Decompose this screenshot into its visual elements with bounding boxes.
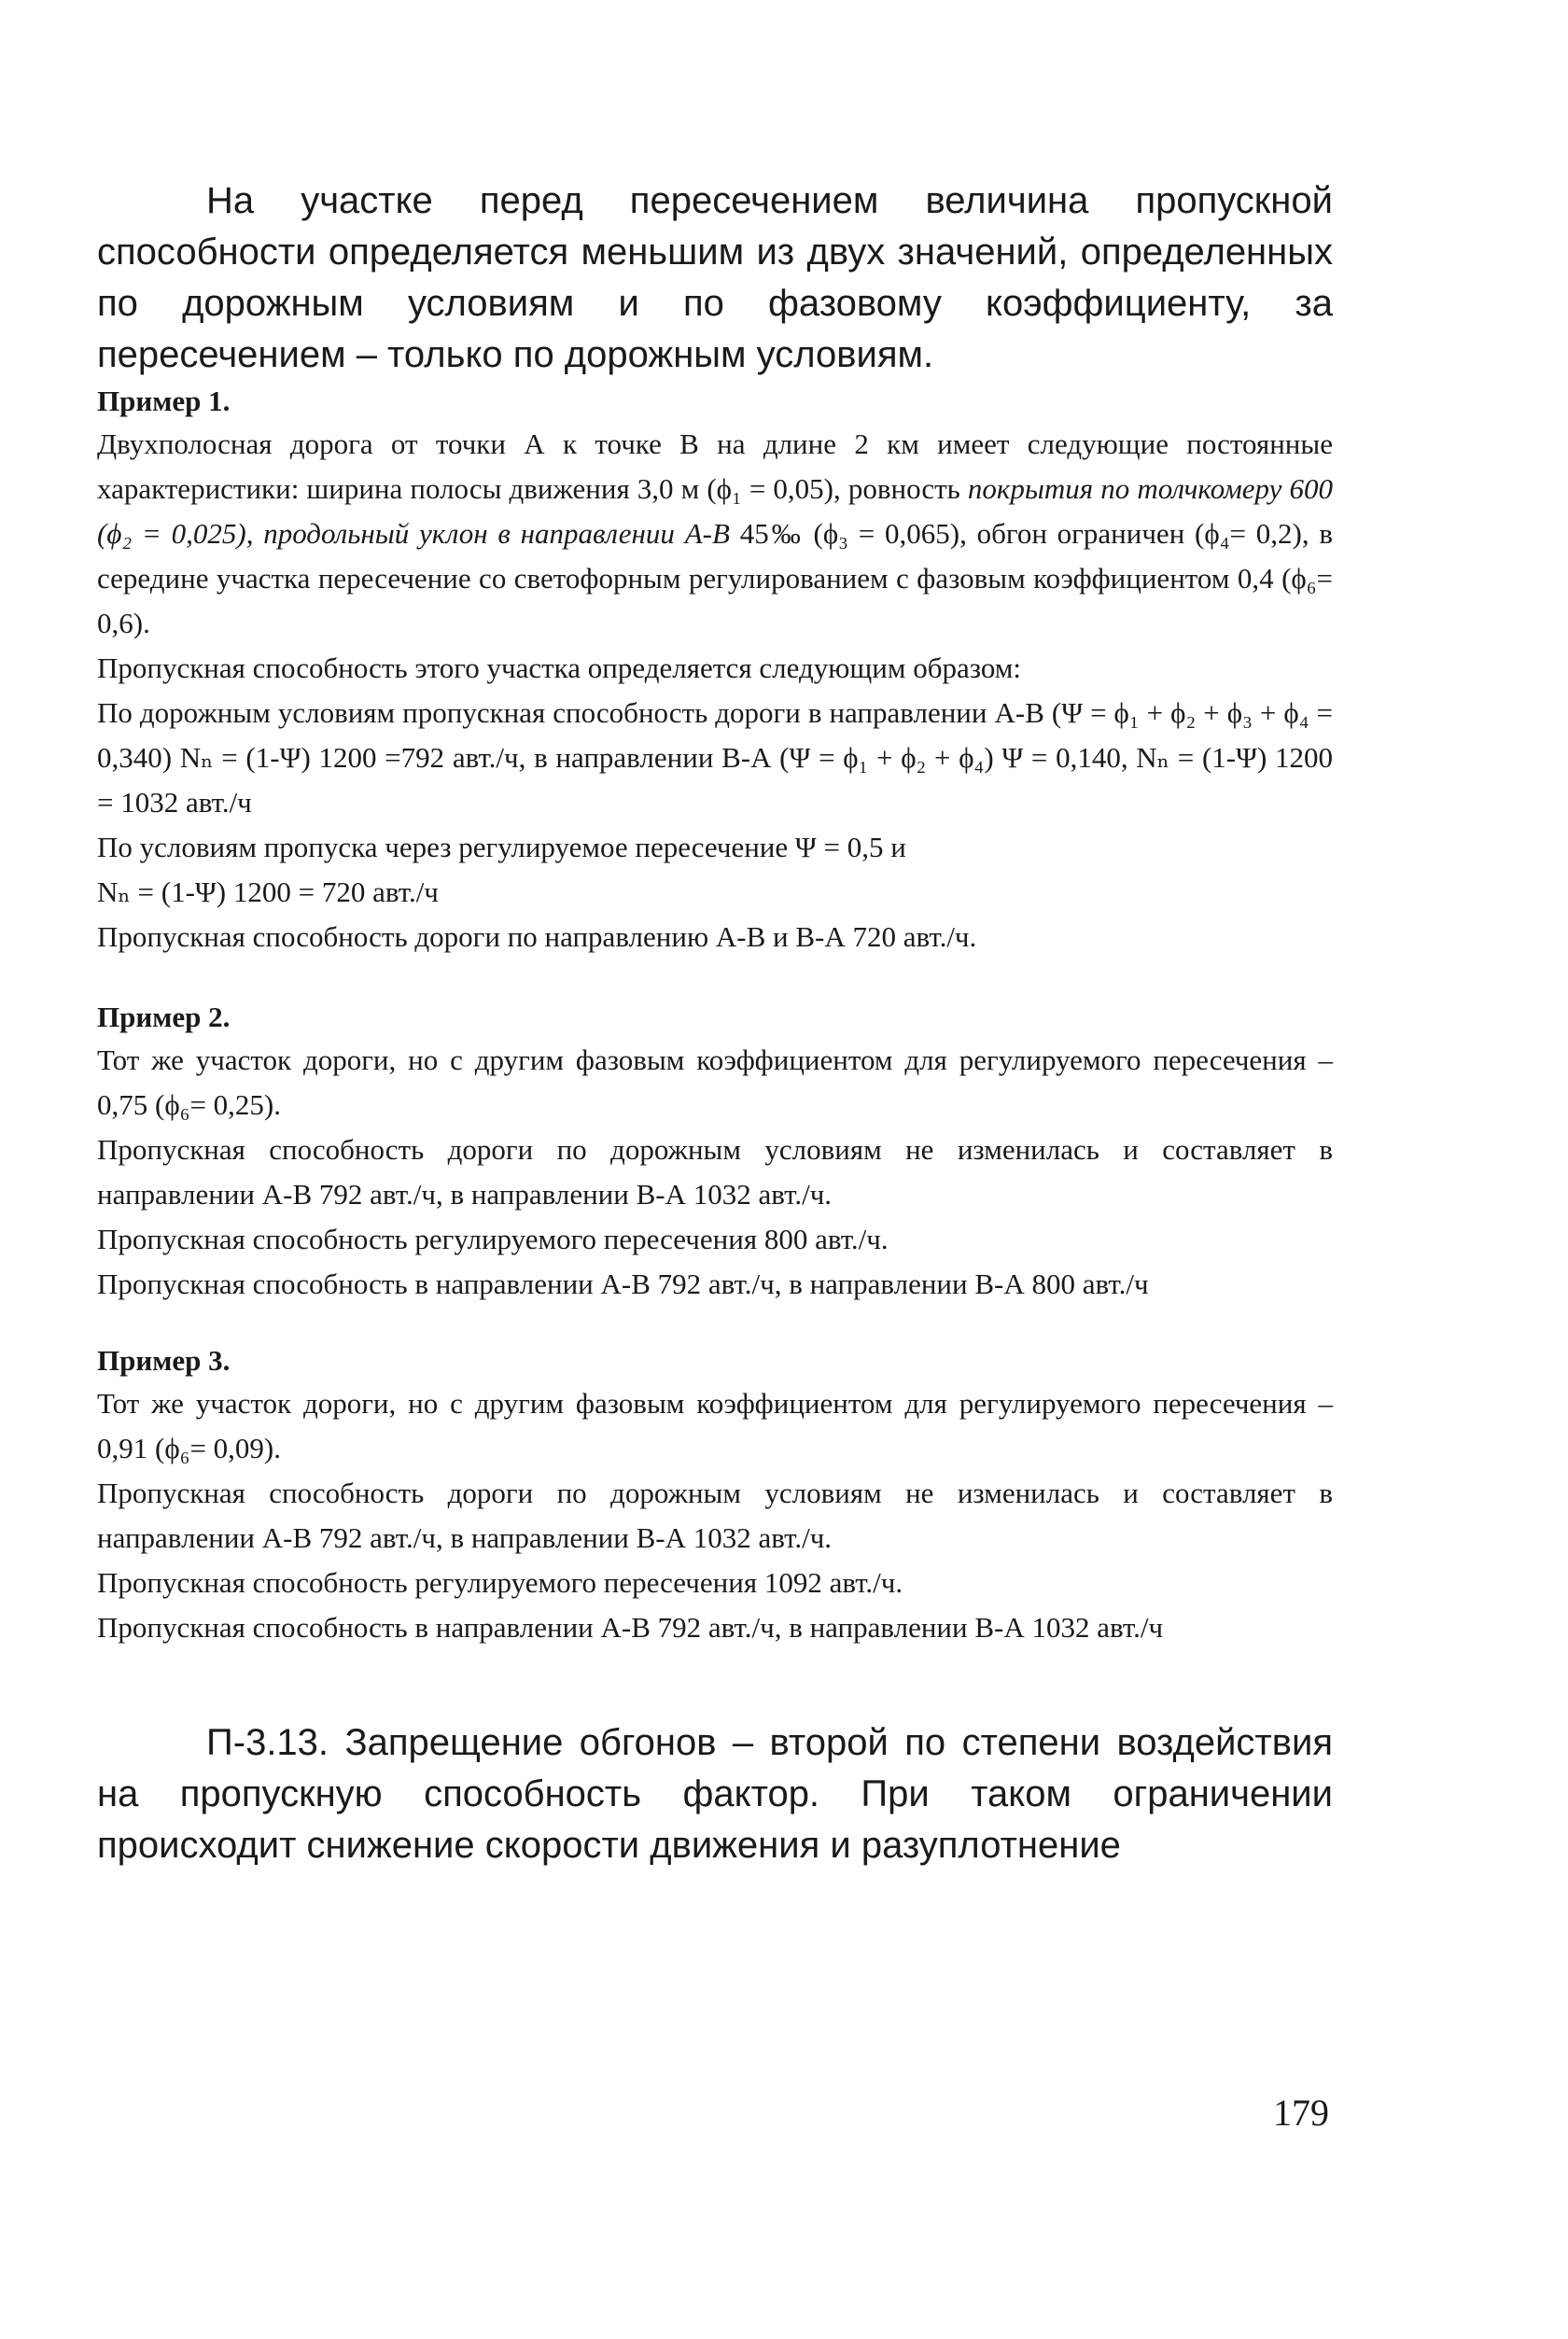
spacer	[97, 1650, 1333, 1717]
example-1-text	[97, 422, 1333, 646]
example-1-result: Пропускная способность дороги по направлению А-В и В-А 720 авт./ч.	[97, 920, 977, 953]
page-content	[97, 175, 1333, 1871]
example-1-formula: Nₙ = (1-Ψ) 1200 = 720 авт./ч	[97, 875, 439, 908]
example-1-text-italic: покрытия по толчкомеру 600 (ϕ₂ = 0,025), продольный уклон в направлении А-В	[97, 472, 1333, 550]
example-2-text: Тот же участок дороги, но с другим фазовым коэффициентом для регулируемого пересечения – 0,75 (ϕ₆= 0,25).	[97, 1043, 1333, 1121]
example-2-heading: Пример 2.	[97, 1001, 231, 1033]
spacer	[97, 959, 1333, 997]
spacer	[97, 1307, 1333, 1340]
example-1-intersection-conditions: По условиям пропуска через регулируемое пересечение Ψ = 0,5 и	[97, 831, 906, 863]
example-1-text-end: 45‰ (ϕ₃ = 0,065), обгон ограничен (ϕ₄= 0,2), в середине участка пересечение со светофорным регулированием с фазовым коэффициентом 0,4 (ϕ₆= 0,6).	[97, 517, 1334, 639]
example-3-road-capacity: Пропускная способность дороги по дорожным условиям не изменилась и составляет в направлении А-В 792 авт./ч, в направлении В-А 1032 авт./ч.	[97, 1477, 1333, 1554]
intro-paragraph: На участке перед пересечением величина пропускной способности определяется меньшим из двух значений, определенных по дорожным условиям и по фазовому коэффициенту, за пересечением – только по дорожным условиям.	[97, 180, 1333, 375]
example-2-road-capacity: Пропускная способность дороги по дорожным условиям не изменилась и составляет в направлении А-В 792 авт./ч, в направлении В-А 1032 авт./ч.	[97, 1133, 1333, 1211]
example-1-text-start: Двухполосная дорога от точки А к точке В на длине 2 км имеет следующие постоянные характеристики: ширина полосы движения 3,0 м (ϕ₁ = 0,05), ровность	[97, 427, 1333, 505]
page-number: 179	[1273, 2092, 1329, 2134]
section-paragraph: П-3.13. Запрещение обгонов – второй по степени воздействия на пропускную способность фактор. При таком ограничении происходит снижение скорости движения и разуплотнение	[97, 1722, 1333, 1866]
example-2-intersection-capacity: Пропускная способность регулируемого пересечения 800 авт./ч.	[97, 1223, 889, 1255]
example-2-result: Пропускная способность в направлении А-В 792 авт./ч, в направлении В-А 800 авт./ч	[97, 1268, 1149, 1300]
example-1-method: Пропускная способность этого участка определяется следующим образом:	[97, 651, 1021, 684]
example-1-heading: Пример 1.	[97, 385, 231, 417]
example-3-text: Тот же участок дороги, но с другим фазовым коэффициентом для регулируемого пересечения – 0,91 (ϕ₆= 0,09).	[97, 1387, 1333, 1464]
example-1-road-conditions: По дорожным условиям пропускная способность дороги в направлении А-В (Ψ = ϕ₁ + ϕ₂ + ϕ₃ + ϕ₄ = 0,340) Nₙ = (1-Ψ) 1200 =792 авт./ч, в направлении В-А (Ψ = ϕ₁ + ϕ₂ + ϕ₄) Ψ = 0,140, Nₙ = (1-Ψ) 1200 = 1032 авт./ч	[97, 696, 1333, 819]
example-3-heading: Пример 3.	[97, 1344, 231, 1377]
example-3-result: Пропускная способность в направлении А-В 792 авт./ч, в направлении В-А 1032 авт./ч	[97, 1611, 1164, 1644]
example-3-intersection-capacity: Пропускная способность регулируемого пересечения 1092 авт./ч.	[97, 1566, 903, 1599]
